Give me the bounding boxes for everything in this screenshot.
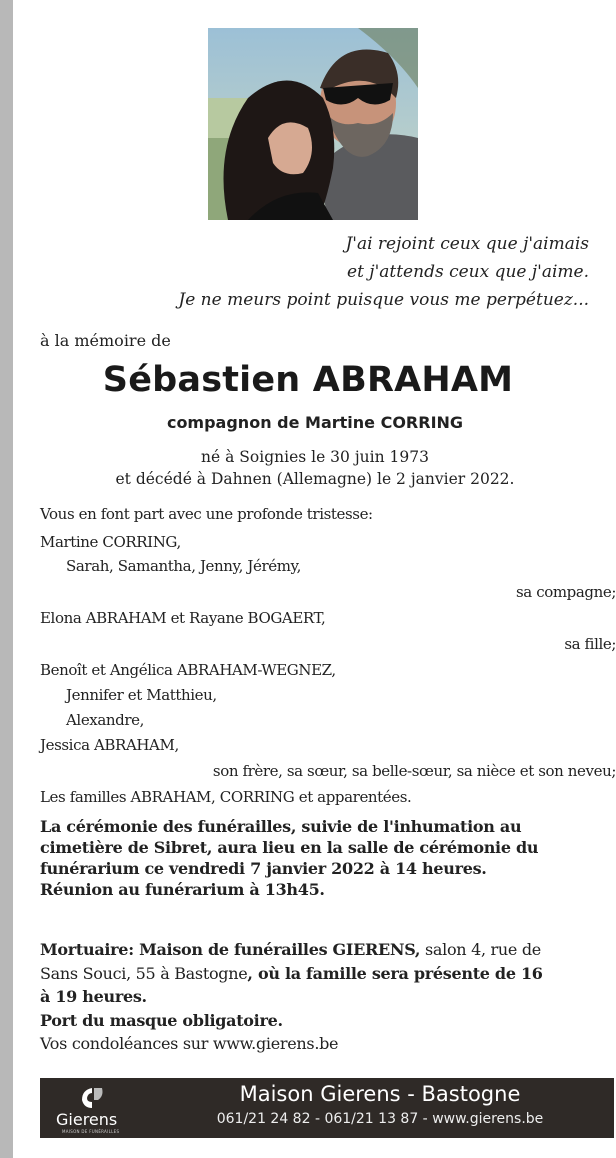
- family-daughter-role: sa fille;: [564, 635, 616, 653]
- mortuary-label: Mortuaire: Maison de funérailles GIERENS,: [40, 940, 421, 959]
- mortuary-presence-a: , où la famille sera présente de 16: [247, 963, 543, 983]
- companion-line: compagnon de Martine CORRING: [166, 413, 464, 432]
- logo-subtitle: MAISON DE FUNÉRAILLES: [62, 1129, 120, 1134]
- logo-mark-icon: [78, 1086, 106, 1110]
- mortuary-address-b: Sans Souci, 55 à Bastogne: [40, 963, 248, 983]
- family-brother: Benoît et Angélica ABRAHAM-WEGNEZ,: [40, 661, 336, 679]
- mortuary-info: [40, 938, 615, 1056]
- quote-line-3: Je ne meurs point puisque vous me perpétuez...: [178, 290, 589, 310]
- family-brother-children-2: Alexandre,: [66, 711, 144, 729]
- family-sister: Jessica ABRAHAM,: [40, 736, 179, 754]
- left-border-bar: [0, 0, 13, 1158]
- family-partner-role: sa compagne;: [515, 583, 616, 601]
- logo-text: Gierens: [56, 1110, 118, 1129]
- footer-title: Maison Gierens - Bastogne: [239, 1082, 521, 1106]
- memory-label: à la mémoire de: [40, 331, 171, 350]
- ceremony-line-4: Réunion au funérarium à 13h45.: [40, 880, 325, 899]
- death-line: et décédé à Dahnen (Allemagne) le 2 janvier 2022.: [115, 470, 515, 488]
- ceremony-line-1: La cérémonie des funérailles, suivie de l'inhumation au: [40, 817, 522, 836]
- family-intro: Vous en font part avec une profonde tristesse:: [40, 505, 373, 523]
- family-families: Les familles ABRAHAM, CORRING et apparentées.: [40, 788, 412, 806]
- family-daughter: Elona ABRAHAM et Rayane BOGAERT,: [40, 609, 326, 627]
- condolences-link: Vos condoléances sur www.gierens.be: [40, 1034, 339, 1053]
- quote-line-2: et j'attends ceux que j'aime.: [347, 262, 589, 282]
- ceremony-line-2: cimetière de Sibret, aura lieu en la salle de cérémonie du: [40, 838, 539, 857]
- funeral-home-footer: [40, 1078, 614, 1138]
- mortuary-address-a: salon 4, rue de: [420, 940, 541, 959]
- family-siblings-role: son frère, sa sœur, sa belle-sœur, sa nièce et son neveu;: [212, 762, 616, 780]
- mortuary-presence-b: à 19 heures.: [40, 987, 147, 1006]
- portrait-photo: [208, 28, 418, 220]
- footer-contact: 061/21 24 82 - 061/21 13 87 - www.gierens.be: [216, 1111, 544, 1127]
- deceased-name: Sébastien ABRAHAM: [102, 360, 514, 400]
- mask-notice: Port du masque obligatoire.: [40, 1010, 283, 1030]
- quote-line-1: J'ai rejoint ceux que j'aimais: [345, 234, 589, 254]
- gierens-logo: [54, 1084, 134, 1134]
- family-brother-children-1: Jennifer et Matthieu,: [66, 686, 217, 704]
- family-partner-children: Sarah, Samantha, Jenny, Jérémy,: [66, 557, 301, 575]
- family-partner: Martine CORRING,: [40, 533, 181, 551]
- ceremony-announcement: [40, 816, 610, 900]
- birth-line: né à Soignies le 30 juin 1973: [201, 448, 429, 466]
- ceremony-line-3: funérarium ce vendredi 7 janvier 2022 à 14 heures.: [40, 859, 487, 878]
